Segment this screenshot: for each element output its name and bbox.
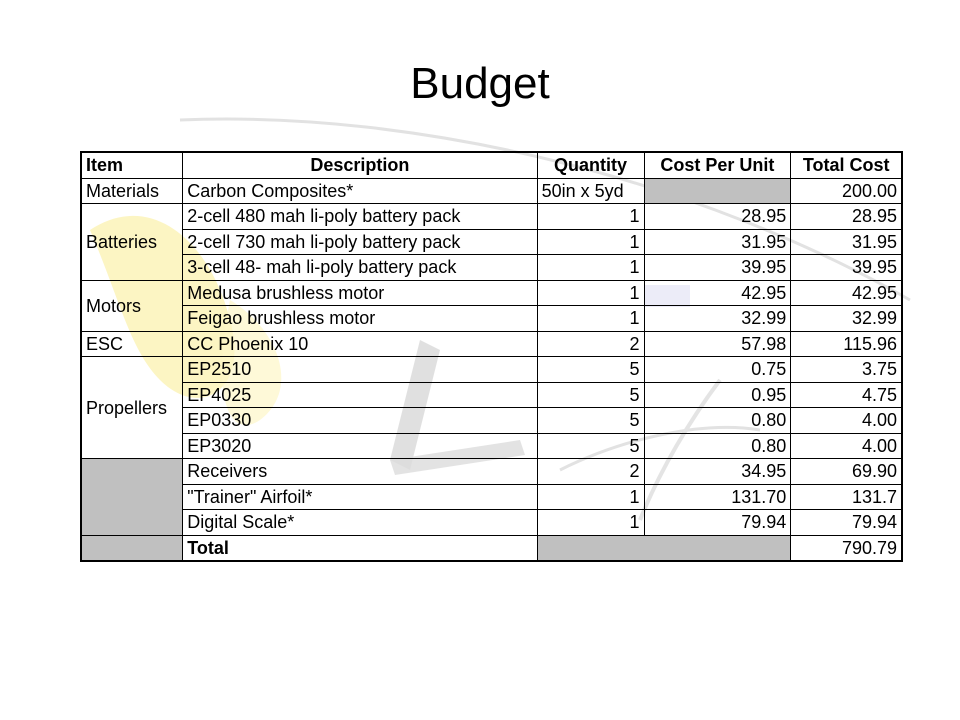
description-cell: Receivers bbox=[183, 459, 537, 485]
cost-per-unit-cell: 0.80 bbox=[644, 408, 791, 434]
table-row bbox=[81, 459, 902, 485]
table-row bbox=[81, 178, 902, 204]
table-row bbox=[81, 484, 902, 510]
item-cell: Batteries bbox=[81, 204, 183, 281]
cost-per-unit-cell: 0.80 bbox=[644, 433, 791, 459]
quantity-cell: 2 bbox=[537, 459, 644, 485]
quantity-cell: 1 bbox=[537, 484, 644, 510]
item-cell-empty bbox=[81, 535, 183, 561]
cost-per-unit-cell: 31.95 bbox=[644, 229, 791, 255]
item-cell-empty bbox=[81, 459, 183, 536]
cost-per-unit-cell: 34.95 bbox=[644, 459, 791, 485]
description-cell: "Trainer" Airfoil* bbox=[183, 484, 537, 510]
grand-total-cell: 790.79 bbox=[791, 535, 902, 561]
header-total-cost: Total Cost bbox=[791, 152, 902, 178]
total-cost-cell: 69.90 bbox=[791, 459, 902, 485]
cost-per-unit-cell: 0.95 bbox=[644, 382, 791, 408]
quantity-cell: 5 bbox=[537, 357, 644, 383]
header-cost-per-unit: Cost Per Unit bbox=[644, 152, 791, 178]
budget-table bbox=[80, 151, 903, 562]
table-row bbox=[81, 280, 902, 306]
item-cell: Propellers bbox=[81, 357, 183, 459]
cost-per-unit-cell: 57.98 bbox=[644, 331, 791, 357]
total-cost-cell: 39.95 bbox=[791, 255, 902, 281]
description-cell: 2-cell 730 mah li-poly battery pack bbox=[183, 229, 537, 255]
quantity-cell: 1 bbox=[537, 280, 644, 306]
table-header-row bbox=[81, 152, 902, 178]
cost-per-unit-cell: 131.70 bbox=[644, 484, 791, 510]
description-cell: EP4025 bbox=[183, 382, 537, 408]
table-row bbox=[81, 433, 902, 459]
table-row bbox=[81, 204, 902, 230]
total-spacer-cell bbox=[537, 535, 791, 561]
quantity-cell: 2 bbox=[537, 331, 644, 357]
total-cost-cell: 4.00 bbox=[791, 408, 902, 434]
cost-per-unit-cell bbox=[644, 178, 791, 204]
item-cell: ESC bbox=[81, 331, 183, 357]
header-quantity: Quantity bbox=[537, 152, 644, 178]
table-row bbox=[81, 306, 902, 332]
cost-per-unit-cell: 39.95 bbox=[644, 255, 791, 281]
total-label: Total bbox=[183, 535, 537, 561]
description-cell: EP0330 bbox=[183, 408, 537, 434]
description-cell: Digital Scale* bbox=[183, 510, 537, 536]
description-cell: CC Phoenix 10 bbox=[183, 331, 537, 357]
cost-per-unit-cell: 79.94 bbox=[644, 510, 791, 536]
quantity-cell: 1 bbox=[537, 255, 644, 281]
table-row bbox=[81, 331, 902, 357]
description-cell: Feigao brushless motor bbox=[183, 306, 537, 332]
total-cost-cell: 42.95 bbox=[791, 280, 902, 306]
total-cost-cell: 32.99 bbox=[791, 306, 902, 332]
total-cost-cell: 115.96 bbox=[791, 331, 902, 357]
cost-per-unit-cell: 42.95 bbox=[644, 280, 791, 306]
total-cost-cell: 4.75 bbox=[791, 382, 902, 408]
description-cell: 2-cell 480 mah li-poly battery pack bbox=[183, 204, 537, 230]
table-row bbox=[81, 382, 902, 408]
description-cell: Medusa brushless motor bbox=[183, 280, 537, 306]
item-cell: Materials bbox=[81, 178, 183, 204]
quantity-cell: 1 bbox=[537, 510, 644, 536]
table-row bbox=[81, 357, 902, 383]
total-cost-cell: 31.95 bbox=[791, 229, 902, 255]
description-cell: EP2510 bbox=[183, 357, 537, 383]
total-cost-cell: 200.00 bbox=[791, 178, 902, 204]
total-cost-cell: 4.00 bbox=[791, 433, 902, 459]
item-cell: Motors bbox=[81, 280, 183, 331]
description-cell: 3-cell 48- mah li-poly battery pack bbox=[183, 255, 537, 281]
total-row bbox=[81, 535, 902, 561]
quantity-cell: 1 bbox=[537, 204, 644, 230]
total-cost-cell: 79.94 bbox=[791, 510, 902, 536]
table-row bbox=[81, 408, 902, 434]
total-cost-cell: 3.75 bbox=[791, 357, 902, 383]
quantity-cell: 5 bbox=[537, 433, 644, 459]
table-row bbox=[81, 255, 902, 281]
quantity-cell: 1 bbox=[537, 306, 644, 332]
total-cost-cell: 28.95 bbox=[791, 204, 902, 230]
table-row bbox=[81, 510, 902, 536]
cost-per-unit-cell: 0.75 bbox=[644, 357, 791, 383]
cost-per-unit-cell: 32.99 bbox=[644, 306, 791, 332]
quantity-cell: 1 bbox=[537, 229, 644, 255]
table-row bbox=[81, 229, 902, 255]
description-cell: Carbon Composites* bbox=[183, 178, 537, 204]
header-item: Item bbox=[81, 152, 183, 178]
description-cell: EP3020 bbox=[183, 433, 537, 459]
slide-title: Budget bbox=[410, 59, 550, 108]
header-description: Description bbox=[183, 152, 537, 178]
total-cost-cell: 131.7 bbox=[791, 484, 902, 510]
quantity-cell: 50in x 5yd bbox=[537, 178, 644, 204]
quantity-cell: 5 bbox=[537, 382, 644, 408]
cost-per-unit-cell: 28.95 bbox=[644, 204, 791, 230]
quantity-cell: 5 bbox=[537, 408, 644, 434]
